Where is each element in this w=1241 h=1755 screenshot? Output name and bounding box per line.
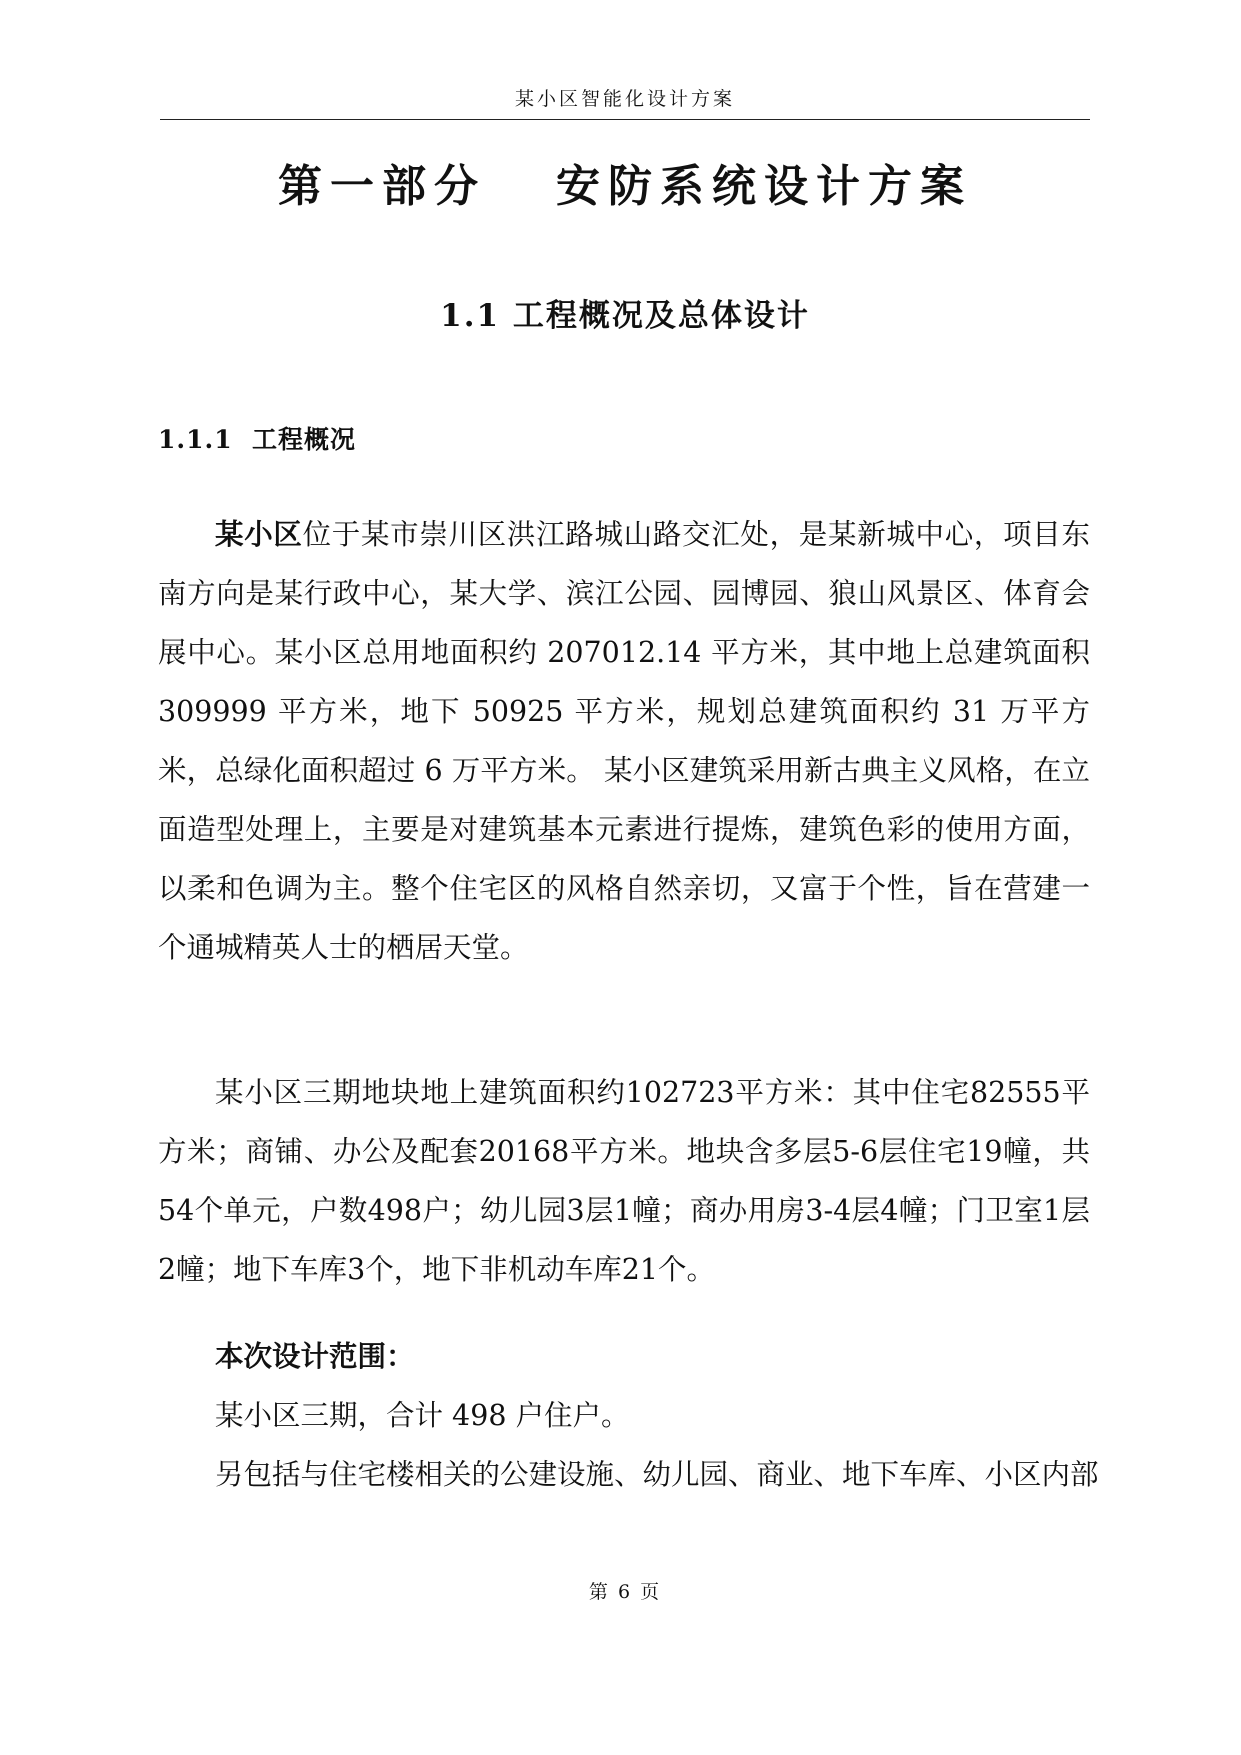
design-scope-text: 某小区三期，合计 498 户住户。 xyxy=(215,1399,630,1432)
page-number: 第 6 页 xyxy=(588,1581,662,1603)
section-title: 1.1 工程概况及总体设计 xyxy=(440,298,810,334)
overview-body: 位于某市崇川区洪江路城山路交汇处，是某新城中心，项目东南方向是某行政中心，某大学、滨江公园、园博园、狼山风景区、体育会展中心。某小区总用地面积约 207012.14 平方米，其中地上总建筑面积 309999 平方米，地下 50925 平方米，规划总建筑面积约 31 万平方米，总绿化面积超过 6 万平方米。 某小区建筑采用新古典主义风格，在立面造型处理上，主要是对建筑基本元素进行提炼，建筑色彩的使用方面，以柔和色调为主。整个住宅区的风格自然亲切，又富于个性，旨在营建一个通城精英人士的栖居天堂。 xyxy=(158,518,1090,964)
design-scope-more: 另包括与住宅楼相关的公建设施、幼儿园、商业、地下车库、小区内部 xyxy=(215,1458,1099,1491)
phase3-paragraph-text: 某小区三期地块地上建筑面积约102723平方米：其中住宅82555平方米；商铺、办公及配套20168平方米。地块含多层5-6层住宅19幢，共54个单元，户数498户；幼儿园3层1幢；商办用房3-4层4幢；门卫室1层2幢；地下车库3个，地下非机动车库21个。 xyxy=(158,1076,1090,1286)
overview-lead-bold: 某小区 xyxy=(215,517,303,551)
overview-paragraph-text xyxy=(158,505,1090,977)
subsection-title: 1.1.1 工程概况 xyxy=(158,425,356,454)
phase3-paragraph xyxy=(158,1063,1090,1299)
overview-paragraph xyxy=(158,505,1090,977)
header-divider xyxy=(160,119,1090,120)
part-title: 第一部分 安防系统设计方案 xyxy=(278,161,972,212)
page-header: 某小区智能化设计方案 xyxy=(514,88,735,110)
design-scope-heading: 本次设计范围： xyxy=(215,1339,415,1373)
